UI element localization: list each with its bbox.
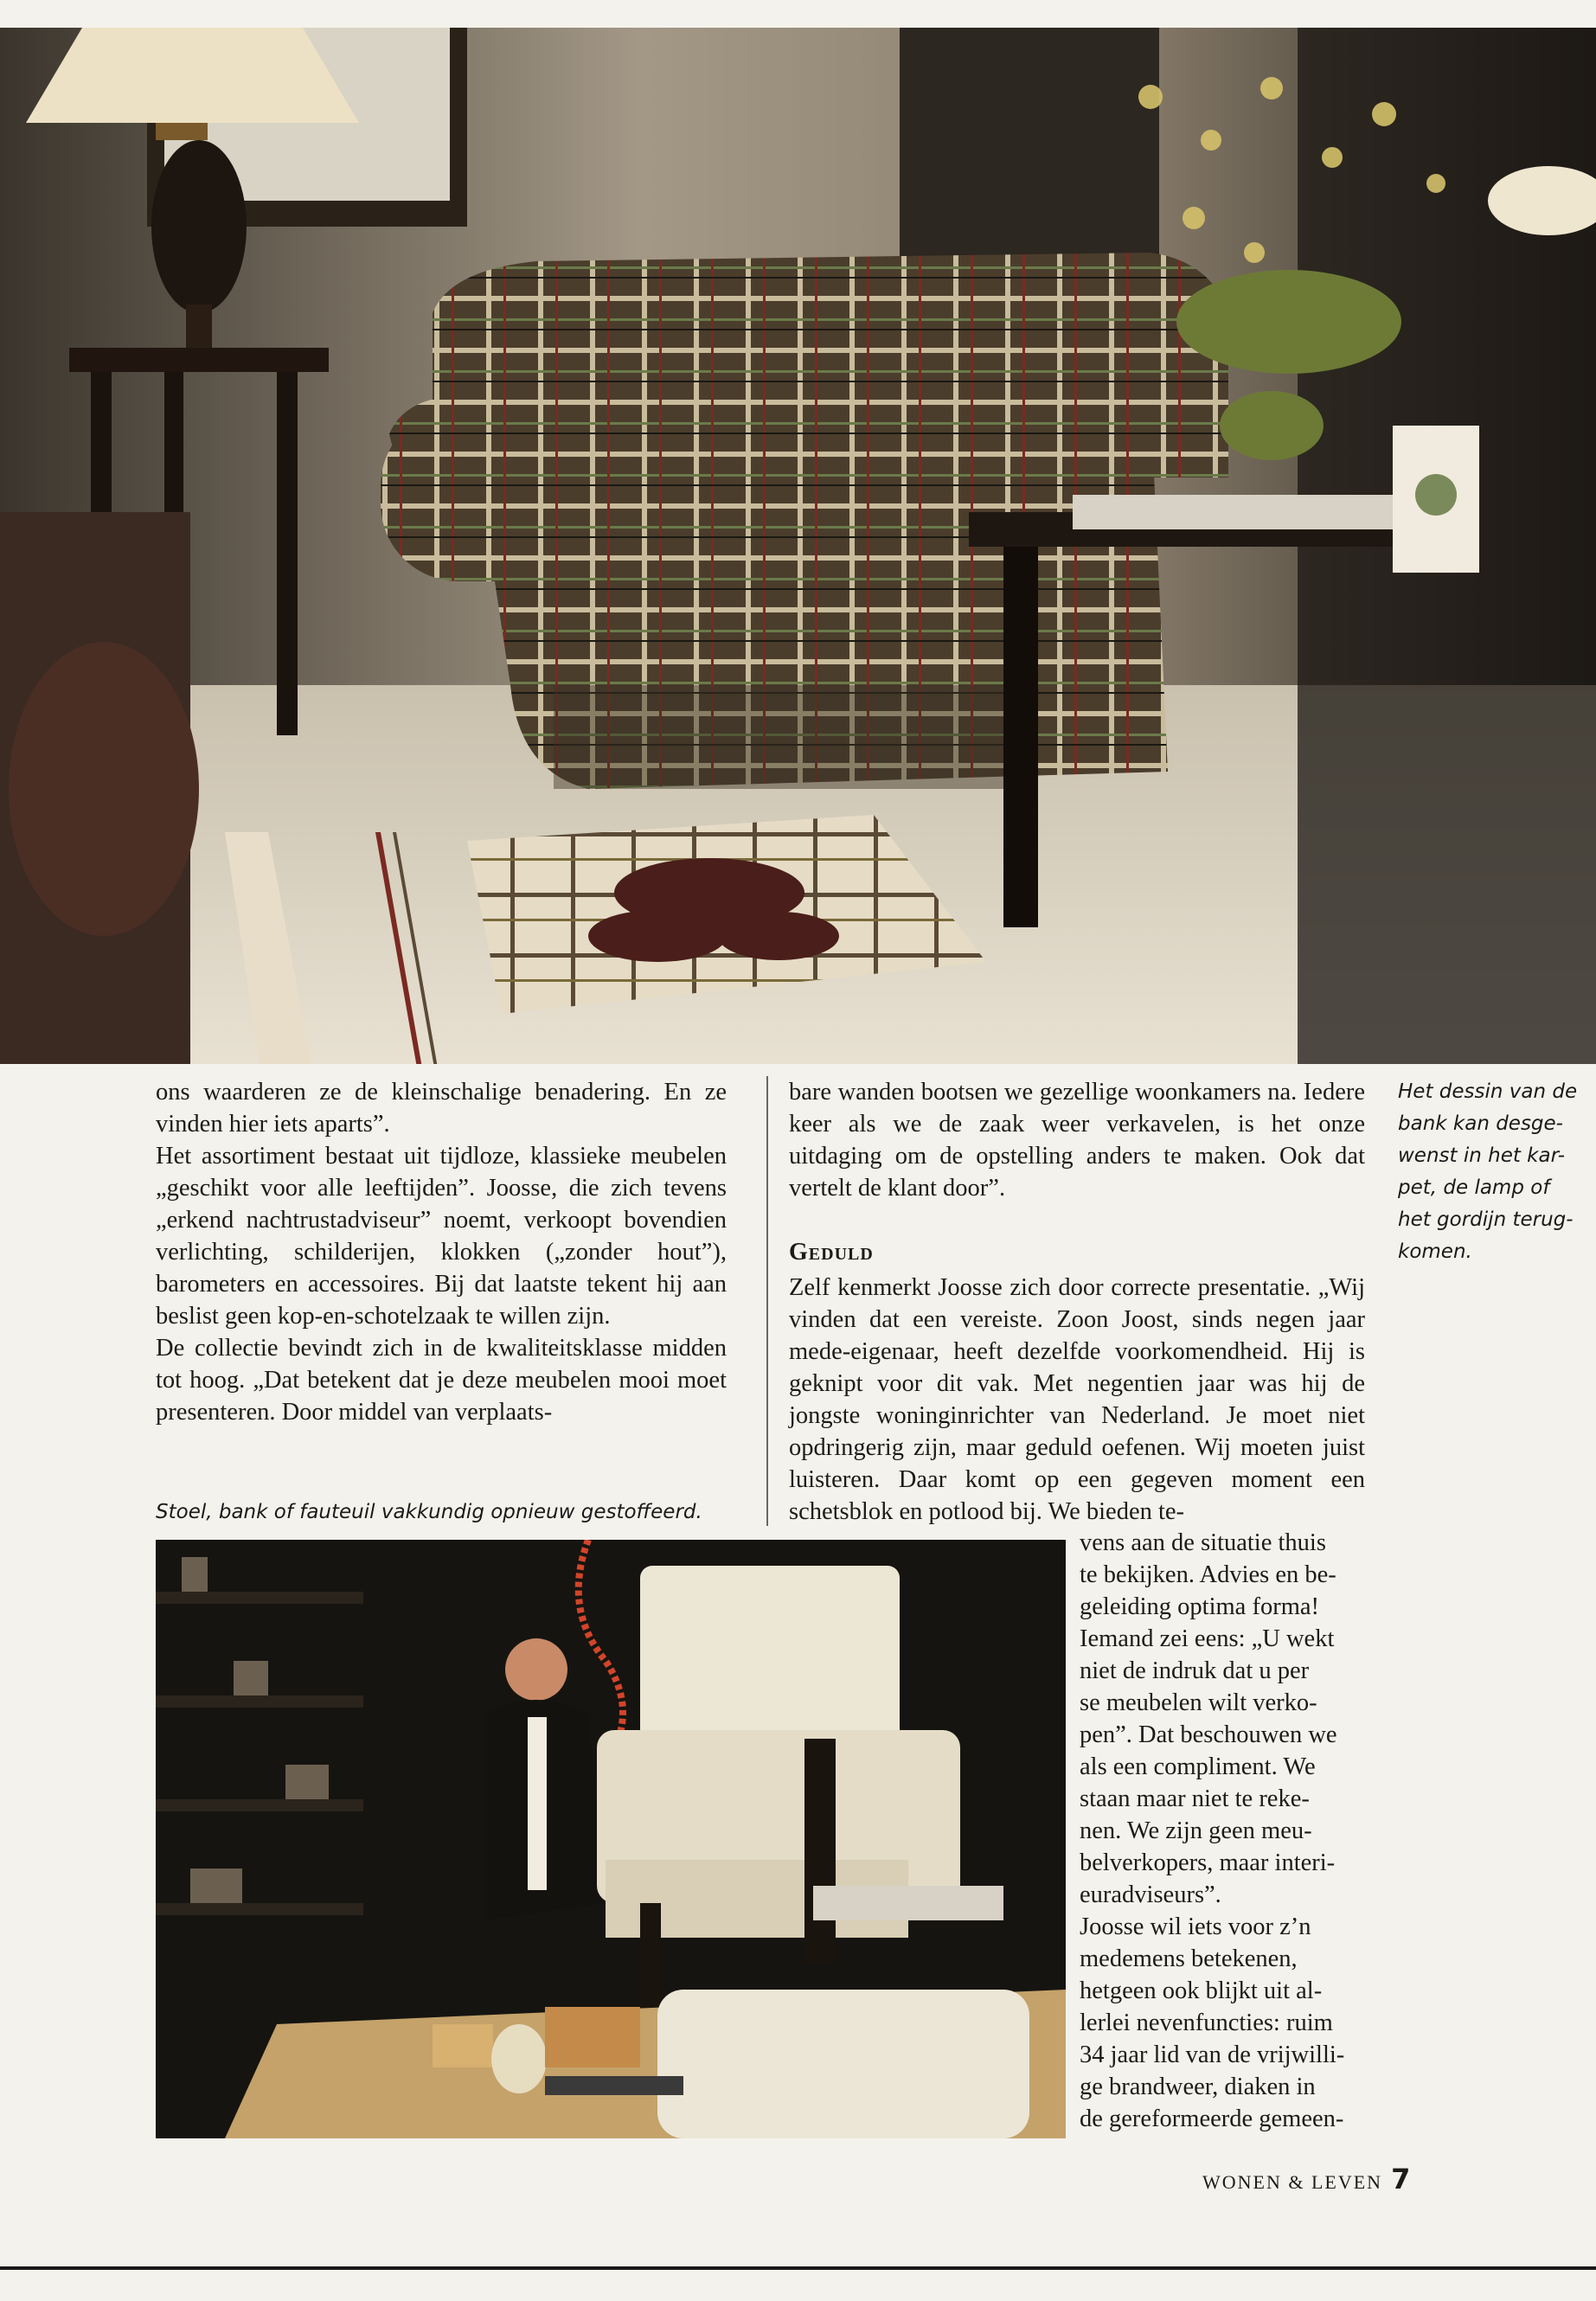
caption-line: Het dessin van de bbox=[1398, 1080, 1578, 1103]
section-heading: Geduld bbox=[789, 1239, 874, 1266]
text-line: hetgeen ook blijkt uit al- bbox=[1080, 1977, 1323, 2004]
text-line: als een compliment. We bbox=[1080, 1753, 1316, 1780]
caption-line: bank kan desge- bbox=[1398, 1112, 1563, 1135]
text-column-left bbox=[156, 1076, 727, 1428]
text-line: geleiding optima forma! bbox=[1080, 1593, 1319, 1620]
caption-line: pet, de lamp of bbox=[1398, 1176, 1550, 1199]
caption-line: wenst in het kar- bbox=[1398, 1144, 1566, 1167]
paragraph: Het assortiment bestaat uit tijdloze, klassieke meubelen „geschikt voor alle leeftijden”. Joosse, die zich tevens „erkend nachtrustadviseur” noemt, verkoopt bovendien verlichting, schilderijen, klokken („zonder hout”), barometers en accessoires. Bij dat laatste tekent hij aan beslist geen kop-en-schotelzaak te willen zijn. bbox=[156, 1143, 727, 1330]
living-room-photo bbox=[0, 28, 1596, 1064]
text-column-right bbox=[789, 1076, 1365, 1204]
paragraph: ons waarderen ze de kleinschalige benadering. En ze vinden hier iets aparts”. bbox=[156, 1079, 727, 1138]
workshop-photo-caption: Stoel, bank of fauteuil vakkundig opnieuw gestoffeerd. bbox=[156, 1501, 702, 1523]
text-line: Iemand zei eens: „U wekt bbox=[1080, 1625, 1335, 1652]
column-divider bbox=[766, 1076, 768, 1526]
caption-line: komen. bbox=[1398, 1240, 1472, 1263]
page-number: 7 bbox=[1391, 2163, 1411, 2195]
top-margin bbox=[0, 0, 1596, 26]
text-line: pen”. Dat beschouwen we bbox=[1080, 1721, 1337, 1748]
text-line: staan maar niet te reke- bbox=[1080, 1785, 1310, 1812]
text-line: se meubelen wilt verko- bbox=[1080, 1689, 1317, 1716]
sidebar-caption bbox=[1398, 1076, 1588, 1268]
magazine-name: WONEN & LEVEN bbox=[1202, 2171, 1383, 2193]
paragraph: Zelf kenmerkt Joosse zich door correcte presentatie. „Wij vinden dat een vereiste. Zoon Joost, sinds negen jaar mede-eigenaar, heeft dezelfde voorkomendheid. Hij is geknipt voor dit vak. Met negentien jaar was hij de jongste woninginrichter van Nederland. Je moet niet opdringerig zijn, maar geduld oefenen. Wij moeten juist luisteren. Daar komt op een gegeven moment een schetsblok en potlood bij. We bieden te- bbox=[789, 1274, 1365, 1525]
text-line: 34 jaar lid van de vrijwilli- bbox=[1080, 2041, 1345, 2068]
bottom-rule bbox=[0, 2266, 1596, 2270]
text-line: lerlei nevenfuncties: ruim bbox=[1080, 2009, 1333, 2036]
text-line: te bekijken. Advies en be- bbox=[1080, 1561, 1336, 1588]
text-line: niet de indruk dat u per bbox=[1080, 1657, 1310, 1684]
text-line: ge brandweer, diaken in bbox=[1080, 2073, 1316, 2100]
paragraph: De collectie bevindt zich in de kwaliteitsklasse midden tot hoog. „Dat betekent dat je deze meubelen mooi moet presenteren. Door middel van verplaats- bbox=[156, 1335, 727, 1426]
upholstery-workshop-photo bbox=[156, 1540, 1066, 2138]
text-line: nen. We zijn geen meu- bbox=[1080, 1817, 1312, 1844]
text-column-right-continued bbox=[789, 1272, 1365, 1528]
paragraph: bare wanden bootsen we gezellige woonkamers na. Iedere keer als we de zaak weer verkavelen, is het onze uitdaging om de opstelling anders te maken. Ook dat vertelt de klant door”. bbox=[789, 1079, 1365, 1202]
text-line: euradviseurs”. bbox=[1080, 1881, 1221, 1908]
caption-line: het gordijn terug- bbox=[1398, 1208, 1574, 1231]
text-column-narrow bbox=[1080, 1527, 1369, 2135]
text-line: medemens betekenen, bbox=[1080, 1945, 1298, 1972]
text-line: belverkopers, maar interi- bbox=[1080, 1849, 1336, 1876]
text-line: Joosse wil iets voor z’n bbox=[1080, 1913, 1311, 1940]
page-footer bbox=[1202, 2163, 1410, 2195]
text-line: vens aan de situatie thuis bbox=[1080, 1529, 1326, 1556]
text-line: de gereformeerde gemeen- bbox=[1080, 2106, 1344, 2132]
